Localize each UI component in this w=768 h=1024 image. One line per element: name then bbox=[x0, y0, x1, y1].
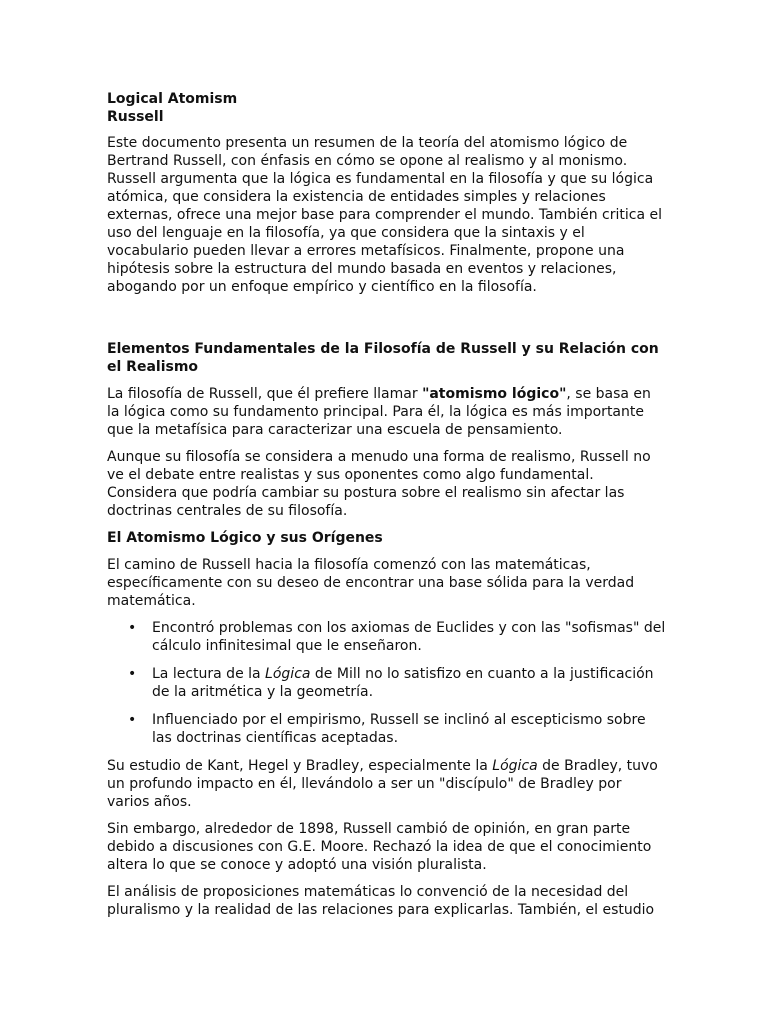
paragraph-kant-rest: de Bradley, tuvo un profundo impacto en él, llevándolo a ser un "discípulo" de Bradley por varios años. bbox=[107, 758, 658, 810]
paragraph-matematicas: El camino de Russell hacia la filosofía comenzó con las matemáticas, específicamente con su deseo de encontrar una base sólida para la verdad matemática. bbox=[107, 557, 635, 609]
section-heading-fundamentals: Elementos Fundamentales de la Filosofía de Russell y su Relación con el Realismo bbox=[107, 341, 659, 375]
paragraph-realismo: Aunque su filosofía se considera a menudo una forma de realismo, Russell no ve el debate entre realistas y sus oponentes como algo fundamental. Considera que podría cambiar su postura sobre el realismo sin afectar las doctrinas centrales de su filosofía. bbox=[107, 449, 651, 519]
paragraph-atomismo-text: La filosofía de Russell, que él prefiere llamar bbox=[107, 386, 423, 402]
paragraph-1898: Sin embargo, alrededor de 1898, Russell cambió de opinión, en gran parte debido a discusiones con G.E. Moore. Rechazó la idea de que el conocimiento altera lo que se conoce y adoptó una visión pluralista. bbox=[107, 821, 652, 873]
section-heading-origins: El Atomismo Lógico y sus Orígenes bbox=[107, 530, 383, 546]
bullet-icon: • bbox=[128, 712, 137, 728]
origins-bullet-list bbox=[107, 619, 667, 747]
bullet-icon: • bbox=[128, 620, 137, 636]
atomismo-logico-term: "atomismo lógico" bbox=[422, 386, 567, 402]
paragraph-kant-hegel bbox=[107, 757, 667, 811]
logica-bradley-title: Lógica bbox=[492, 758, 538, 774]
bullet-icon: • bbox=[128, 666, 137, 682]
list-item-text-rest: de Mill no lo satisfizo en cuanto a la justificación de la aritmética y la geometría. bbox=[152, 666, 654, 700]
logica-title: Lógica bbox=[265, 666, 311, 682]
summary-paragraph: Este documento presenta un resumen de la teoría del atomismo lógico de Bertrand Russell, con énfasis en cómo se opone al realismo y al monismo. Russell argumenta que la lógica es fundamental en la filosofía y que su lógica atómica, que considera la existencia de entidades simples y relaciones externas, ofrece una mejor base para comprender el mundo. También critica el uso del lenguaje en la filosofía, ya que considera que la sintaxis y el vocabulario pueden llevar a errores metafísicos. Finalmente, propone una hipótesis sobre la estructura del mundo basada en eventos y relaciones, abogando por un enfoque empírico y científico en la filosofía. bbox=[107, 135, 662, 295]
document-content bbox=[107, 90, 667, 928]
list-item-text: Influenciado por el empirismo, Russell se inclinó al escepticismo sobre las doctrinas científicas aceptadas. bbox=[152, 712, 646, 746]
paragraph-atomismo-rest: , se basa en la lógica como su fundamento principal. Para él, la lógica es más importante que la metafísica para caracterizar una escuela de pensamiento. bbox=[107, 386, 651, 438]
list-item bbox=[128, 665, 667, 701]
paragraph-pluralismo: El análisis de proposiciones matemáticas lo convenció de la necesidad del pluralismo y la realidad de las relaciones para explicarlas. También, el estudio bbox=[107, 884, 655, 918]
paragraph-kant-text: Su estudio de Kant, Hegel y Bradley, especialmente la bbox=[107, 758, 493, 774]
document-author: Russell bbox=[107, 109, 164, 125]
list-item bbox=[128, 619, 667, 655]
list-item-text: La lectura de la bbox=[152, 666, 266, 682]
paragraph-atomismo bbox=[107, 385, 667, 439]
list-item-text: Encontró problemas con los axiomas de Euclides y con las "sofismas" del cálculo infinitesimal que le enseñaron. bbox=[152, 620, 666, 654]
list-item bbox=[128, 711, 667, 747]
document-title: Logical Atomism bbox=[107, 91, 238, 107]
